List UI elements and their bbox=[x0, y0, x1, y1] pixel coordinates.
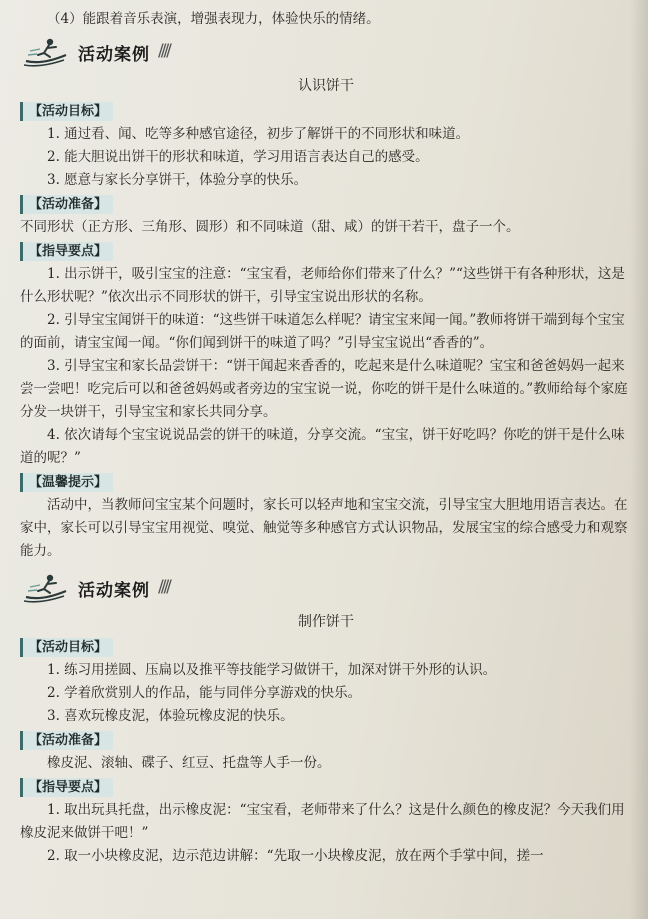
goal-item: 1. 通过看、闻、吃等多种感官途径，初步了解饼干的不同形状和味道。 bbox=[47, 126, 470, 142]
skier-icon bbox=[20, 571, 72, 605]
case-label: 活动案例 bbox=[78, 45, 150, 65]
goal-item: 3. 愿意与家长分享饼干，体验分享的快乐。 bbox=[47, 172, 308, 188]
page-content bbox=[20, 8, 632, 868]
point-item: 2. 引导宝宝闻饼干的味道：“这些饼干味道怎么样呢？请宝宝来闻一闻。”教师将饼干端到每个宝宝的面前，请宝宝闻一闻。“你们闻到饼干的味道了吗？”引导宝宝说出“香香的”。 bbox=[20, 312, 625, 351]
section-label-tips: 【温馨提示】 bbox=[20, 473, 113, 492]
tips-text: 活动中，当教师问宝宝某个问题时，家长可以轻声地和宝宝交流，引导宝宝大胆地用语言表达。在家中，家长可以引导宝宝用视觉、嗅觉、触觉等多种感官方式认识物品，发展宝宝的综合感受力和观察能力。 bbox=[20, 497, 628, 559]
slash-decoration: //// bbox=[158, 577, 169, 597]
section-label-prep: 【活动准备】 bbox=[20, 731, 113, 750]
section-label-points: 【指导要点】 bbox=[20, 778, 113, 797]
case-title: 认识饼干 bbox=[298, 78, 354, 94]
page-edge-shadow bbox=[630, 0, 648, 919]
point-item: 1. 取出玩具托盘，出示橡皮泥：“宝宝看，老师带来了什么？这是什么颜色的橡皮泥？今天我们用橡皮泥来做饼干吧！” bbox=[20, 802, 625, 841]
case-header-2 bbox=[20, 571, 632, 605]
point-item: 2. 取一小块橡皮泥，边示范边讲解：“先取一小块橡皮泥，放在两个手掌中间，搓一 bbox=[47, 848, 544, 864]
prep-text: 不同形状（正方形、三角形、圆形）和不同味道（甜、咸）的饼干若干，盘子一个。 bbox=[20, 219, 520, 235]
point-item: 1. 出示饼干，吸引宝宝的注意：“宝宝看，老师给你们带来了什么？”“这些饼干有各种形状，这是什么形状呢？”依次出示不同形状的饼干，引导宝宝说出形状的名称。 bbox=[20, 266, 625, 305]
case-header-1 bbox=[20, 35, 632, 69]
goal-item: 2. 能大胆说出饼干的形状和味道，学习用语言表达自己的感受。 bbox=[47, 149, 429, 165]
goal-item: 3. 喜欢玩橡皮泥，体验玩橡皮泥的快乐。 bbox=[47, 708, 294, 724]
point-item: 3. 引导宝宝和家长品尝饼干：“饼干闻起来香香的，吃起来是什么味道呢？宝宝和爸爸妈妈一起来尝一尝吧！吃完后可以和爸爸妈妈或者旁边的宝宝说一说，你吃的饼干是什么味道的。”教师给每个家庭分发一块饼干，引导宝宝和家长共同分享。 bbox=[20, 358, 628, 420]
slash-decoration: //// bbox=[158, 41, 169, 61]
case-label: 活动案例 bbox=[78, 581, 150, 601]
case-title: 制作饼干 bbox=[298, 614, 354, 630]
prep-text: 橡皮泥、滚轴、碟子、红豆、托盘等人手一份。 bbox=[47, 755, 331, 771]
intro-item: （4）能跟着音乐表演，增强表现力，体验快乐的情绪。 bbox=[47, 11, 380, 27]
section-label-prep: 【活动准备】 bbox=[20, 195, 113, 214]
goal-item: 2. 学着欣赏别人的作品，能与同伴分享游戏的快乐。 bbox=[47, 685, 362, 701]
point-item: 4. 依次请每个宝宝说说品尝的饼干的味道，分享交流。“宝宝，饼干好吃吗？你吃的饼干是什么味道的呢？” bbox=[20, 427, 625, 466]
section-label-points: 【指导要点】 bbox=[20, 242, 113, 261]
section-label-goals: 【活动目标】 bbox=[20, 638, 113, 657]
skier-icon bbox=[20, 35, 72, 69]
section-label-goals: 【活动目标】 bbox=[20, 102, 113, 121]
goal-item: 1. 练习用搓圆、压扁以及推平等技能学习做饼干，加深对饼干外形的认识。 bbox=[47, 662, 497, 678]
